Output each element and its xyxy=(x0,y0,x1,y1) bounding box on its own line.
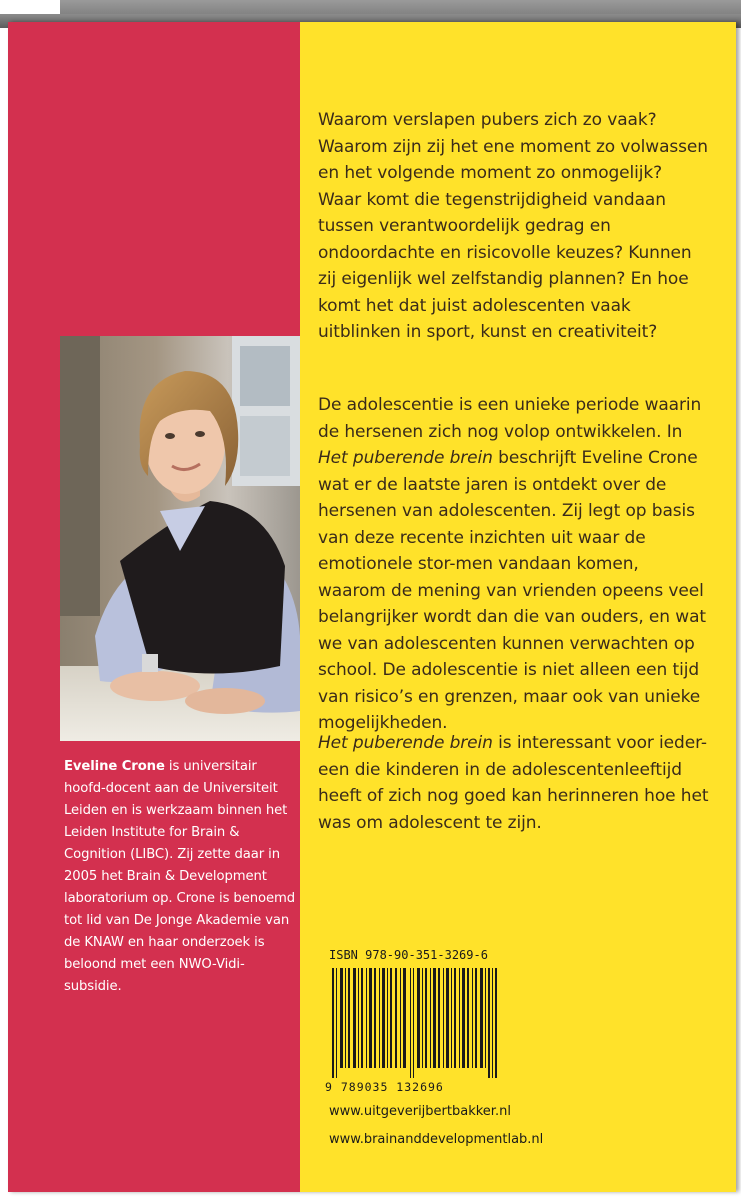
author-name: Eveline Crone xyxy=(64,759,165,774)
blurb-text-2a: De adolescentie is een unieke periode waarin de hersenen zich nog volop ontwikkelen. In xyxy=(318,395,702,442)
author-photo xyxy=(60,336,300,741)
book-back-cover xyxy=(8,22,736,1192)
author-bio xyxy=(64,756,300,998)
blurb-text-3: is interessant voor ieder-een die kinderen in de adolescentenleeftijd heeft of zich nog goed kan herinneren hoe het was om adolescent te zijn. xyxy=(318,733,709,833)
blurb-paragraph-1 xyxy=(318,107,710,346)
lab-url: www.brainanddevelopmentlab.nl xyxy=(329,1132,544,1147)
author-bio-text: is universitair hoofd-docent aan de Universiteit Leiden en is werkzaam binnen het Leiden Institute for Brain & Cognition (LIBC). Zij zette daar in 2005 het Brain & Development laboratorium op. Crone is benoemd tot lid van De Jonge Akademie van de KNAW en haar onderzoek is beloond met een NWO-Vidi-subsidie. xyxy=(64,759,295,994)
barcode-digits: 9 789035 132696 xyxy=(325,1080,444,1094)
barcode-graphic xyxy=(330,968,500,1078)
book-title-inline: Het puberende brein xyxy=(318,448,493,468)
blurb-paragraph-2 xyxy=(318,392,710,737)
isbn-label: ISBN 978-90-351-3269-6 xyxy=(329,948,488,962)
book-title-inline-2: Het puberende brein xyxy=(318,733,493,753)
blurb-paragraph-3 xyxy=(318,730,710,836)
blurb-text-1: Waarom verslapen pubers zich zo vaak? Waarom zijn zij het ene moment zo volwassen en het volgende moment zo onmogelijk? Waar komt die tegenstrijdigheid vandaan tussen verantwoordelijk gedrag en ondoordachte en risicovolle keuzes? Kunnen zij eigenlijk wel zelfstandig plannen? En hoe komt het dat juist adolescenten vaak uitblinken in sport, kunst en creativiteit? xyxy=(318,110,708,342)
author-photo-illustration xyxy=(60,336,300,741)
blurb-text-2b: beschrijft Eveline Crone wat er de laatste jaren is ontdekt over de hersenen van adolescenten. Zij legt op basis van deze recente inzichten uit waar de emotionele stor-men vandaan komen, waarom de mening van vrienden opeens veel belangrijker wordt dan die van ouders, en wat we van adolescenten kunnen verwachten op school. De adolescentie is niet alleen een tijd van risico’s en grenzen, maar ook van unieke mogelijkheden. xyxy=(318,448,706,733)
publisher-url: www.uitgeverijbertbakker.nl xyxy=(329,1104,511,1119)
